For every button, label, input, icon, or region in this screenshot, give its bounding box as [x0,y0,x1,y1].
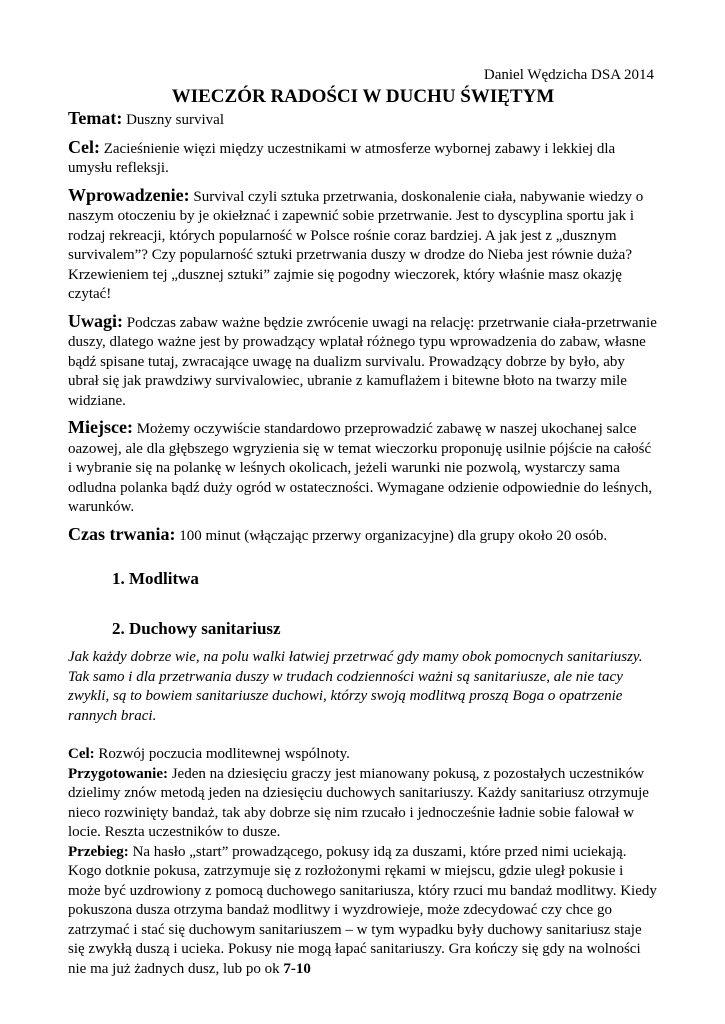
game-przebieg-label: Przebieg: [68,843,129,860]
section-wprowadzenie [68,186,658,305]
section-miejsce-heading: Miejsce: [68,417,133,437]
section-miejsce [68,418,658,518]
numbered-item-modlitwa: 1. Modlitwa [112,569,199,588]
game-cel-text: Rozwój poczucia modlitewnej wspólnoty. [98,746,350,762]
section-wprowadzenie-heading: Wprowadzenie: [68,184,190,205]
section-czas-text: 100 minut (włączając przerwy organizacyjne) dla grupy około 20 osób. [179,527,608,544]
game-intro: Jak każdy dobrze wie, na polu walki łatwiej przetrwać gdy mamy obok pomocnych sanitariuszy. Tak samo i dla przetrwania duszy w trudach codzienności ważni są sanitariusze, ale nie tacy zwykli, są to bowiem sanitariusze duchowi, którzy swoją modlitwą proszą Boga o opatrzenie rannych braci. [68,649,643,724]
game-cel-label: Cel: [68,746,95,762]
game-przebieg-tail: 7-10 [283,960,311,977]
game-przygotowanie-text: Jeden na dziesięciu graczy jest mianowany pokusą, z pozostałych uczestników dzielimy znów metodą jeden na dziesięciu duchowych sanitariuszy. Każdy sanitariusz otrzymuje nieco rozwinięty bandaż, tak aby dobrze się nim rzucało i jednocześnie ładnie sobie falował w locie. Reszta uczestników to dusze. [68,765,649,840]
section-wprowadzenie-text: Survival czyli sztuka przetrwania, doskonalenie ciała, nabywanie wiedzy o naszym otoczeniu by je okiełznać i zapewnić sobie przetrwanie. Jest to dyscyplina sportu jak i rodzaj rekreacji, których popularność w Polsce rośnie coraz bardziej. A jak jest z „dusznym survivalem”? Czy popularność sztuki przetrwania duszy w drodze do Nieba jest równie duża? Krzewieniem tej „dusznej sztuki” zajmie się pogodny wieczorek, który właśnie masz okazję czytać! [68,188,644,302]
section-cel-heading: Cel: [68,136,100,157]
section-uwagi-text: Podczas zabaw ważne będzie zwrócenie uwagi na relację: przetrwanie ciała-przetrwanie duszy, dlatego ważne jest by prowadzący wplatał różnego typu wprowadzenia do zabaw, własne bądź spisane tutaj, zwracające uwagę na dualizm survivalu. Prowadzący dobrze by było, aby ubrał się jak prawdziwy survivalowiec, ubranie z kamuflażem i bitewne błoto na twarzy mile widziane. [68,314,657,409]
game-przygotowanie-label: Przygotowanie: [68,765,168,782]
section-temat [68,109,658,131]
section-uwagi [68,312,658,412]
author-line: Daniel Wędzicha DSA 2014 [483,67,654,83]
section-temat-text: Duszny survival [126,112,224,128]
section-cel [68,138,658,179]
numbered-item-sanitariusz: 2. Duchowy sanitariusz [112,619,281,638]
game-przebieg-text: Na hasło „start” prowadzącego, pokusy idą za duszami, które przed nimi uciekają. Kogo dotknie pokusa, zatrzymuje się z rozłożonymi rękami w miejscu, gdzie uległ pokusie i może być uzdrowiony z pomocą duchowego sanitariusza, który rzuci mu bandaż modlitwy. Kiedy pokuszona dusza otrzyma bandaż modlitwy i wyzdrowieje, może zdecydować czy chce go zatrzymać i stać się duchowym sanitariuszem – w tym wypadku były duchowy sanitariusz staje się zwykłą duszą i ucieka. Pokusy nie mogą łapać sanitariuszy. Gra kończy się gdy na wolności nie ma już żadnych dusz, lub po ok [68,843,657,977]
document-page [68,66,658,979]
section-czas [68,525,658,547]
section-temat-heading: Temat: [68,108,123,128]
document-title: WIECZÓR RADOŚCI W DUCHU ŚWIĘTYM [171,86,555,107]
section-miejsce-text: Możemy oczywiście standardowo przeprowadzić zabawę w naszej ukochanej salce oazowej, ale dla głębszego wgryzienia się w temat wieczorku proponuję usilnie pójście na całość i wybranie się na polankę w leśnych okolicach, jeżeli warunki nie pozwolą, wystarczy sama odludna polanka bądź duży ogród w ostateczności. Wymagane odzienie odpowiednie do leśnych, warunków. [68,421,653,515]
section-uwagi-heading: Uwagi: [68,310,123,331]
section-czas-heading: Czas trwania: [68,523,176,544]
section-cel-text: Zacieśnienie więzi między uczestnikami w atmosferze wybornej zabawy i lekkiej dla umysłu refleksji. [68,140,616,176]
game-cel [68,745,658,765]
game-przebieg [68,843,658,980]
game-przygotowanie [68,765,658,843]
